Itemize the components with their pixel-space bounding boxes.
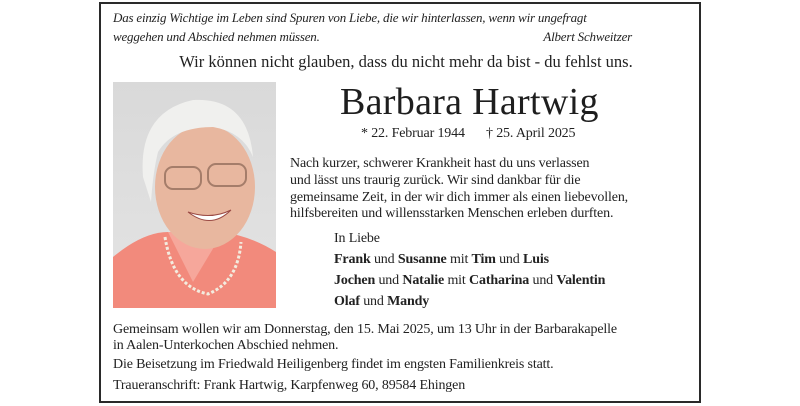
deceased-name: Barbara Hartwig (340, 81, 599, 123)
connector-text: und (359, 294, 388, 309)
paragraph-line: und lässt uns traurig zurück. Wir sind dankbar für die (290, 173, 581, 188)
in-love-label: In Liebe (334, 231, 380, 246)
family-member-name: Valentin (556, 273, 606, 288)
connector-text: und (375, 273, 403, 288)
family-line (334, 273, 605, 289)
family-member-name: Susanne (397, 252, 447, 267)
paragraph-line: Nach kurzer, schwerer Krankheit hast du uns verlassen (290, 156, 590, 171)
family-line (334, 252, 549, 268)
family-member-name: Tim (471, 252, 496, 267)
burial-info: Die Beisetzung im Friedwald Heiligenberg findet im engsten Familienkreis statt. (113, 357, 554, 372)
portrait-photo (113, 82, 276, 308)
paragraph-line: hilfsbereiten und willensstarken Menschen erleben durften. (290, 206, 614, 221)
connector-text: und (370, 252, 398, 267)
paragraph-line: gemeinsame Zeit, in der wir dich immer als einen liebevollen, (290, 190, 629, 205)
death-date: † 25. April 2025 (486, 126, 576, 141)
connector-text: und (495, 252, 523, 267)
family-member-name: Luis (523, 252, 549, 267)
quote-author: Albert Schweitzer (543, 29, 632, 44)
family-line (334, 294, 429, 310)
service-line: in Aalen-Unterkochen Abschied nehmen. (113, 338, 339, 353)
family-member-name: Frank (334, 252, 371, 267)
connector-text: und (529, 273, 557, 288)
quote-line-1: Das einzig Wichtige im Leben sind Spuren von Liebe, die wir hinterlassen, wenn wir ungefragt (113, 10, 587, 25)
family-member-name: Natalie (402, 273, 445, 288)
family-member-name: Olaf (334, 294, 360, 309)
birth-date: * 22. Februar 1944 (361, 126, 465, 141)
family-member-name: Catharina (469, 273, 530, 288)
service-line: Gemeinsam wollen wir am Donnerstag, den 15. Mai 2025, um 13 Uhr in der Barbarakapelle (113, 322, 617, 337)
family-member-name: Jochen (334, 273, 376, 288)
connector-text: mit (446, 252, 472, 267)
family-member-name: Mandy (387, 294, 430, 309)
quote-line-2: weggehen und Abschied nehmen müssen. (113, 29, 320, 44)
connector-text: mit (444, 273, 470, 288)
mourning-address: Traueranschrift: Frank Hartwig, Karpfenweg 60, 89584 Ehingen (113, 378, 466, 393)
headline: Wir können nicht glauben, dass du nicht mehr da bist - du fehlst uns. (179, 52, 633, 71)
